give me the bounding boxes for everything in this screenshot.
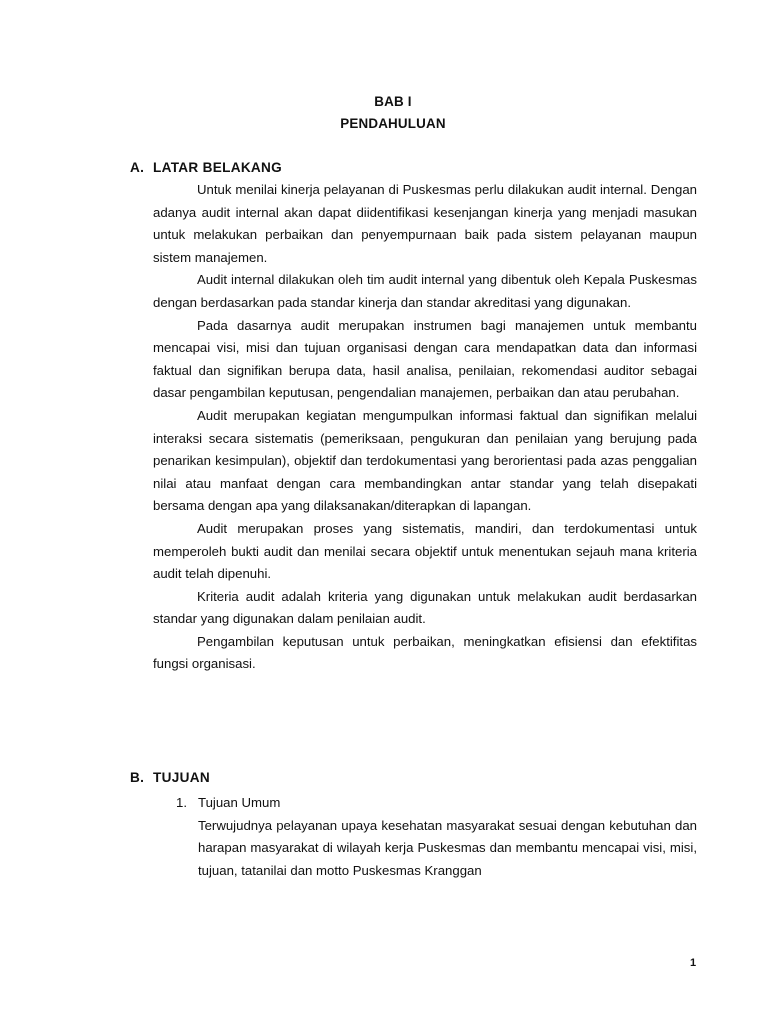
paragraph: Pada dasarnya audit merupakan instrumen bagi manajemen untuk membantu mencapai visi, misi dan tujuan organisasi dengan cara mendapatkan data dan informasi faktual dan signifikan berupa data, hasil analisa, penilaian, rekomendasi auditor sebagai dasar pengambilan keputusan, pengendalian manajemen, perbaikan dan atau perubahan. [153,317,697,401]
paragraph: Untuk menilai kinerja pelayanan di Puskesmas perlu dilakukan audit internal. Dengan adanya audit internal akan dapat diidentifikasi kesenjangan kinerja yang menjadi masukan untuk melakukan perbaikan dan penyempurnaan baik pada sistem pelayanan maupun sistem manajemen. [153,182,697,265]
list-item-text: Terwujudnya pelayanan upaya kesehatan masyarakat sesuai dengan kebutuhan dan harapan masyarakat di wilayah kerja Puskesmas dan membantu mencapai visi, misi, tujuan, tatanilai dan motto Puskesmas Kranggan [198,817,697,878]
paragraph: Audit internal dilakukan oleh tim audit internal yang dibentuk oleh Kepala Puskesmas dengan berdasarkan pada standar kinerja dan standar akreditasi yang digunakan. [153,272,697,310]
paragraph: Audit merupakan kegiatan mengumpulkan informasi faktual dan signifikan melalui interaksi secara sistematis (pemeriksaan, pengukuran dan penilaian yang berujung pada penarikan kesimpulan), objektif dan terdokumentasi yang berorientasi pada azas penggalian nilai atau manfaat dengan cara membandingkan antar standar yang telah disepakati bersama dengan apa yang dilaksanakan/diterapkan di lapangan. [153,407,697,514]
chapter-number: BAB I [374,94,412,109]
list-item-number: 1. [176,795,187,810]
tujuan-list [176,792,697,882]
section-title: TUJUAN [153,770,210,785]
page-number: 1 [690,957,697,969]
paragraph: Kriteria audit adalah kriteria yang digunakan untuk melakukan audit berdasarkan standar yang digunakan dalam penilaian audit. [153,588,697,627]
list-item-label: Tujuan Umum [198,795,281,810]
latar-belakang-body [153,179,697,676]
chapter-title: PENDAHULUAN [340,116,446,131]
section-letter: B. [130,770,145,785]
section-heading-latar-belakang [130,160,282,175]
list-item-title [176,792,697,815]
section-heading-tujuan [130,770,210,785]
section-letter: A. [130,160,145,175]
section-title: LATAR BELAKANG [153,160,283,175]
paragraph: Audit merupakan proses yang sistematis, mandiri, dan terdokumentasi untuk memperoleh bukti audit dan menilai secara objektif untuk menentukan sejauh mana kriteria audit telah dipenuhi. [153,520,697,582]
paragraph: Pengambilan keputusan untuk perbaikan, meningkatkan efisiensi dan efektifitas fungsi organisasi. [153,633,697,672]
